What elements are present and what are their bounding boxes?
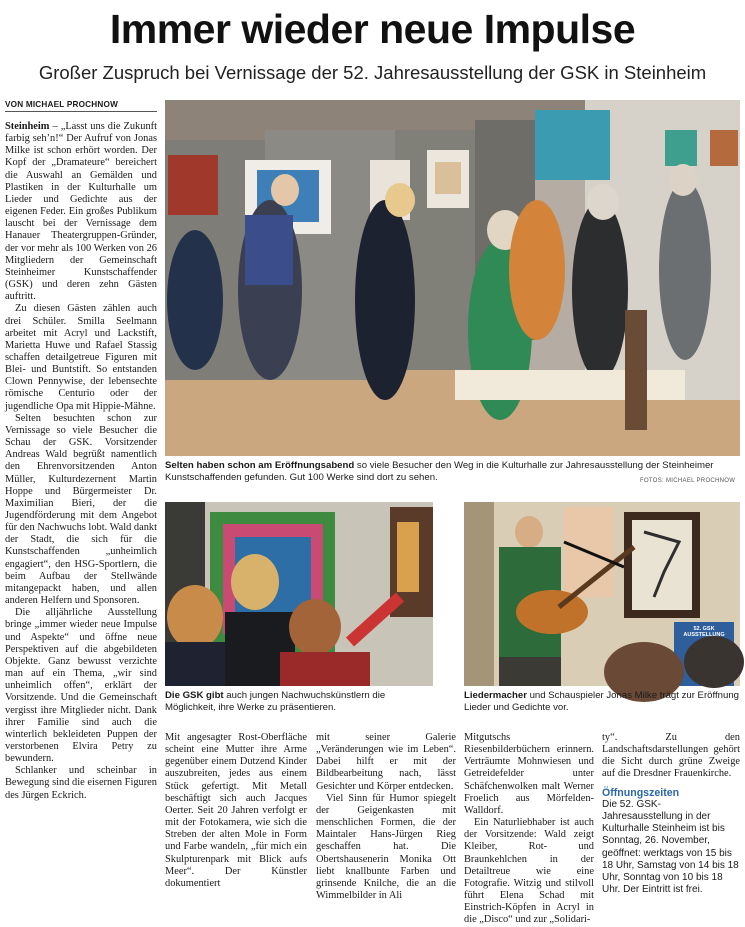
article-paragraph: Selten besuchten schon zur Vernissage so viele Besucher die Schau der GSK. Vorsitzender Andreas Wald begrüßt namentlich den Ehrenvorsitzenden Anton Müller, Kulturdezernent Martin Hoppe und Bürgermeister Dr. Maximilian Bieri, der die Jugendförderung mit dem Angebot für den Nachwuchs lobt. Wald dankt der Stadt, die sich für die Kunstschaffenden „unheimlich engagiert“, den HSG-Sportlern, die beim Aufbau der Stellwände mitangepackt haben, und allen anderen Helfern und Sponsoren. — [5, 412, 157, 607]
kids-photo-caption — [165, 690, 433, 714]
article-column-2 — [165, 732, 307, 910]
article-paragraph: Schlanker und scheinbar in Bewegung sind die eisernen Figuren des Jürgen Eckrich. — [5, 765, 157, 801]
article-paragraph: Mitgutschs Riesenbilderbüchern erinnern. Verträumte Mohnwiesen und Getreidefelder unter Schäfchenwolken malt Werner Froelich aus Mörfelden-Walldorf. — [464, 732, 594, 816]
article-column-1 — [5, 121, 157, 911]
caption-text: so viele Besucher den Weg in die Kulturhalle zur Jahresausstellung der Steinheimer Kunstschaffenden gefunden. Gut 100 Werke sind dort zu sehen. — [165, 460, 714, 484]
article-paragraph — [5, 121, 157, 303]
poster-line-1: 52. GSK — [693, 626, 715, 632]
photo-credit: FOTOS: MICHAEL PROCHNOW — [640, 478, 736, 484]
article-paragraph: ty“. Zu den Landschaftsdarstellungen gehört die Sicht durch grüne Zweige auf die Dresdner Frauenkirche. — [602, 732, 740, 780]
article-column-5 — [602, 732, 740, 910]
opening-hours-text: Die 52. GSK-Jahresausstellung in der Kulturhalle Steinheim ist bis Sonntag, 26. November, geöffnet: werktags von 15 bis 18 Uhr, Samstag von 14 bis 18 Uhr, Sonntag von 10 bis 18 Uhr. Der Eintritt ist frei. — [602, 798, 739, 896]
paragraph-text: – „Lasst uns die Zukunft farbig seh’n!“ Der Aufruf von Jonas Milke ist schon erhört worden. Der Kopf der „Dramateure“ bereichert die Auswahl an Gemälden und Plastiken in der Kulturhalle um Lieder und Gedichte aus der eigenen Feder. Ein großes Publikum lauscht bei der Vernissage dem Hanauer Theatergruppen-Gründer, der vor mehr als 100 Werken von 26 Mitgliedern der Gemeinschaft Steinheimer Kunstschaffender (GSK) und deren zehn Gästen auftritt. — [5, 121, 157, 303]
article-column-3 — [316, 732, 456, 910]
singer-photo-caption — [464, 690, 740, 714]
article-paragraph: Mit angesagter Rost-Oberfläche scheint eine Mutter ihre Arme gegenüber einem Dutzend Kinder auszubreiten, jedes aus einem Stück gefertigt. Mit Metall beschäftigt sich auch Jacques Oerter. Seit 20 Jahren verfolgt er mit der Fotokamera, wie sich die Streben der alten Mole in Form und Farbe wandeln, „für mich ein Skulpturenpark mit Blick aufs Meer“. Der Künstler dokumentiert — [165, 732, 307, 889]
article-paragraph: Die alljährliche Ausstellung bringe „immer wieder neue Impulse und Aspekte“ und öffne neue Perspektiven auf die abgebildeten Objekte. Ganz bewusst verzichte man auf ein Thema, „wir sind unheimlich offen“, erklärt der Vorsitzende. Und die Gemeinschaft vergisst ihre Mitglieder nicht. Dank ihrer Familie sind auch die winterlich bekleideten Puppen der verstorbenen Elvira Petry zu bewundern. — [5, 607, 157, 765]
caption-lead: Liedermacher — [464, 690, 527, 701]
caption-text: auch jungen Nachwuchskünstlern die Möglichkeit, ihre Werke zu präsentieren. — [165, 690, 386, 714]
poster-line-2: AUSSTELLUNG — [683, 632, 725, 638]
article-paragraph: Ein Naturliebhaber ist auch der Vorsitzende: Wald zeigt Kleiber, Rot- und Braunkehlchen in der Detailtreue wie eine Fotografie. Witzig und stilvoll führt Elena Schad mit Einstrich-Köpfen in Acryl in die „Disco“ und zur „Solidari- — [464, 817, 594, 926]
dateline: Steinheim — [5, 121, 50, 132]
kids-photo — [165, 502, 433, 686]
headline: Immer wieder neue Impulse — [109, 6, 636, 52]
exhibition-poster — [676, 626, 732, 638]
caption-text: und Schauspieler Jonas Milke trägt zur Eröffnung Lieder und Gedichte vor. — [464, 690, 739, 714]
article-paragraph: Zu diesen Gästen zählen auch drei Schüler. Smilla Seelmann arbeitet mit Acryl und Lackstift, Marietta Huwe und Rafael Stassig schaffen detailgetreue Figuren mit Blei- und Buntstift. So entstanden Clown Pennywise, der lebensechte römische Centurio oder der jugendliche Opa mit Hippie-Mähne. — [5, 303, 157, 412]
main-exhibition-photo — [165, 100, 740, 456]
article-paragraph: mit seiner Galerie „Veränderungen wie im Leben“. Dabei hilft er mit der Bildbearbeitung nach, lässt Gesichter und Körper entdecken. — [316, 732, 456, 792]
caption-lead: Selten haben schon am Eröffnungsabend — [165, 460, 355, 471]
subheadline: Großer Zuspruch bei Vernissage der 52. Jahresausstellung der GSK in Steinheim — [38, 62, 707, 83]
byline: VON MICHAEL PROCHNOW — [5, 100, 157, 112]
article-column-4 — [464, 732, 594, 926]
caption-lead: Die GSK gibt — [165, 690, 224, 701]
opening-hours-title: Öffnungszeiten — [602, 786, 680, 799]
article-paragraph: Viel Sinn für Humor spiegelt der Geigenkasten mit menschlichen Formen, die der Maintaler Hans-Jürgen Rieg geschaffen hat. Die Obertshausenerin Monika Ott liebt knallbunte Farben und grinsende Knilche, die an die Wimmelbilder in Ali — [316, 792, 456, 902]
singer-photo — [464, 502, 740, 686]
